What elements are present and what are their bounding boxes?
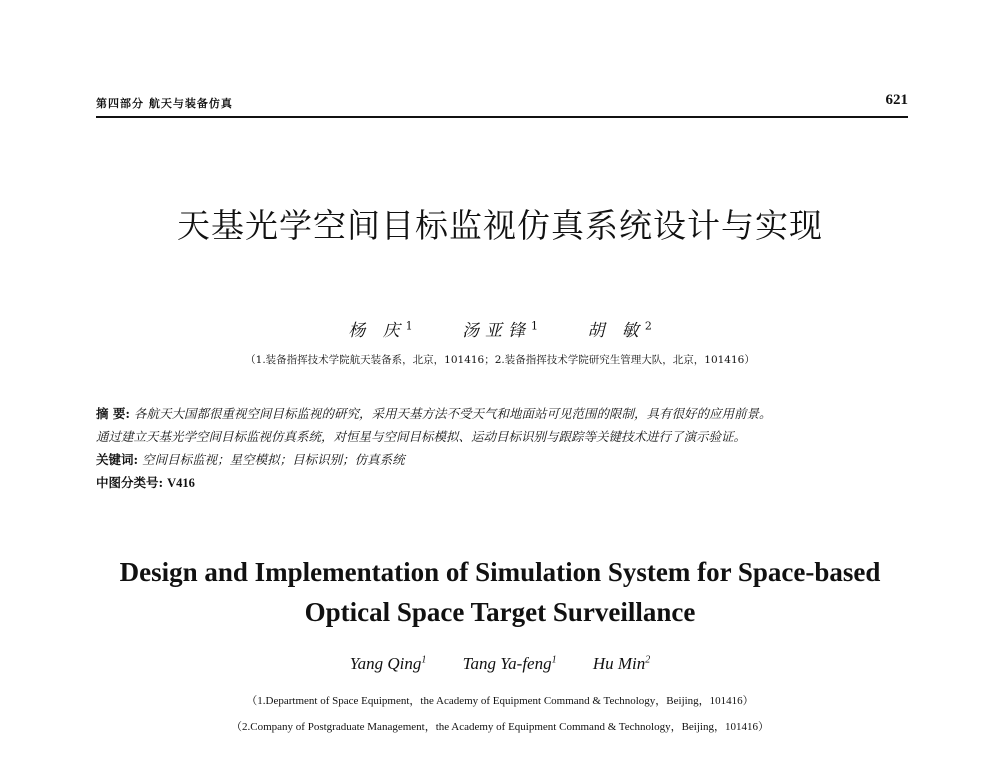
title-en-line-2: Optical Space Target Surveillance bbox=[304, 597, 696, 627]
keywords-label: 关键词: bbox=[96, 452, 139, 467]
author-en-3: Hu Min$^2$ bbox=[592, 654, 651, 673]
author-cn-3: 胡 敏$^2$ bbox=[587, 319, 652, 341]
author-en-1: Yang Qing$^1$ bbox=[349, 654, 427, 673]
page-number: 621 bbox=[885, 92, 908, 108]
authors-chinese bbox=[0, 316, 1000, 341]
affiliation-chinese: （1.装备指挥技术学院航天装备系，北京，101416；2.装备指挥技术学院研究生管理大队，北京，101416） bbox=[245, 354, 755, 366]
paper-title-chinese: 天基光学空间目标监视仿真系统设计与实现 bbox=[177, 206, 823, 245]
authors-english bbox=[0, 654, 1000, 674]
affiliation-english-2: （2.Company of Postgraduate Management，the Academy of Equipment Command & Technology，Beijing，101416） bbox=[231, 721, 769, 733]
abstract-line-2: 通过建立天基光学空间目标监视仿真系统，对恒星与空间目标模拟、运动目标识别与跟踪等关键技术进行了演示验证。 bbox=[96, 429, 747, 444]
classification-label: 中图分类号: bbox=[96, 475, 164, 490]
author-en-2: Tang Ya-feng$^1$ bbox=[462, 654, 557, 673]
author-cn-1: 杨 庆$^1$ bbox=[348, 319, 413, 341]
section-title: 第四部分 航天与装备仿真 bbox=[96, 97, 233, 110]
abstract-line-1: 摘 要: 各航天大国都很重视空间目标监视的研究，采用天基方法不受天气和地面站可见范围的限制，具有很好的应用前景。 bbox=[96, 406, 772, 421]
title-en-line-1: Design and Implementation of Simulation System for Space-based bbox=[119, 557, 881, 587]
classification-line bbox=[96, 471, 926, 495]
paper-title-english bbox=[0, 552, 1000, 632]
affiliation-english-1: （1.Department of Space Equipment，the Academy of Equipment Command & Technology，Beijing，101416） bbox=[246, 695, 754, 707]
abstract-block bbox=[96, 402, 926, 495]
running-header bbox=[96, 92, 908, 118]
keywords-text: 空间目标监视；星空模拟；目标识别；仿真系统 bbox=[142, 452, 405, 467]
abstract-label: 摘 要: bbox=[96, 406, 130, 421]
keywords-line bbox=[96, 448, 926, 471]
author-cn-2: 汤亚锋$^1$ bbox=[462, 319, 538, 341]
classification-code: V416 bbox=[167, 476, 195, 490]
